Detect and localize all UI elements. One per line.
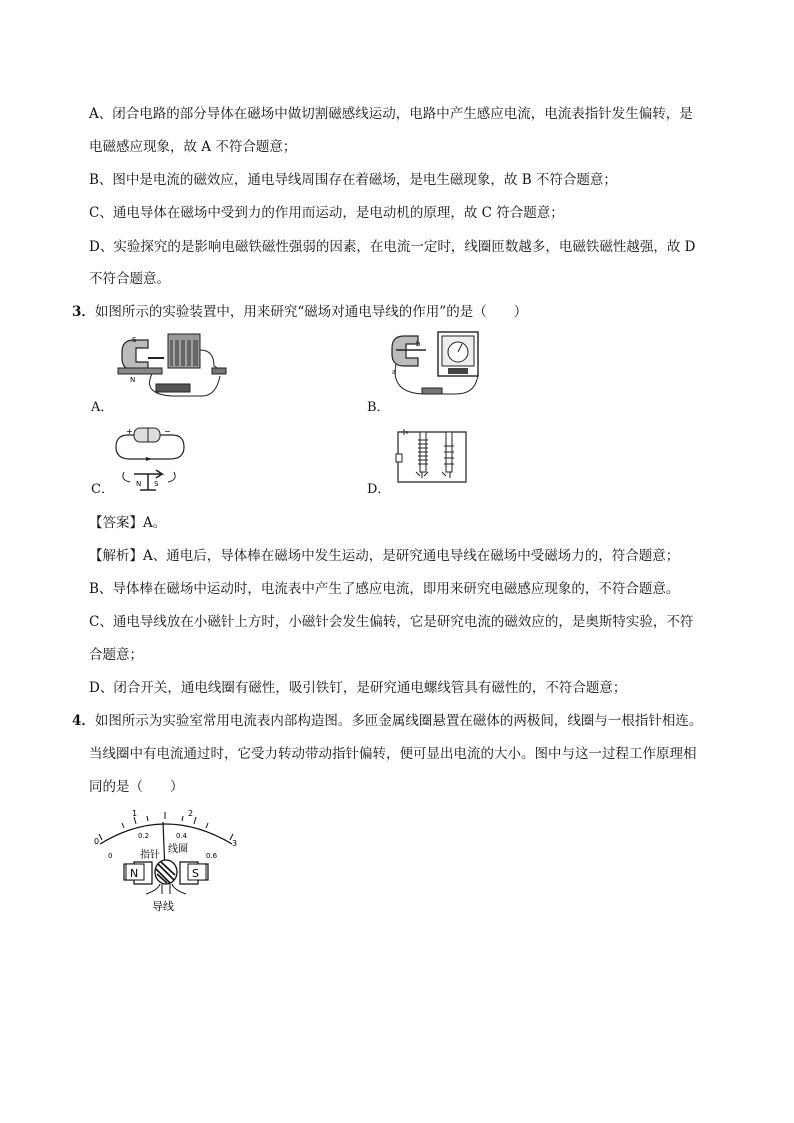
ammeter-structure-figure: [90, 806, 240, 916]
apparatus-c-diagram: [112, 424, 188, 496]
figure-label-minus: −: [164, 427, 171, 436]
ammeter-diagram: [90, 806, 240, 916]
question-stem-line-1: 如图所示为实验室常用电流表内部构造图。多匝金属线圈悬置在磁体的两极间，线圈与一根指针相连。: [94, 713, 703, 729]
figure-label-s: S: [132, 336, 137, 344]
analysis-q3-b: B、导体棒在磁场中运动时，电流表中产生了感应电流，即用来研究电磁感应现象的，不符合题意。: [89, 581, 680, 597]
scale-outer-1: 1: [132, 809, 138, 818]
analysis-line-c: C、通电导体在磁场中受到力的作用而运动，是电动机的原理，故 C 符合题意；: [89, 205, 564, 221]
answer-line: 【答案】A。: [89, 515, 167, 531]
analysis-line-b: B、图中是电流的磁效应，通电导线周围存在着磁场，是电生磁现象，故 B 不符合题意；: [89, 172, 617, 188]
analysis-line-a2: 电磁感应现象，故 A 不符合题意；: [89, 139, 297, 155]
question-stem-line-3: 同的是（ ）: [89, 779, 184, 795]
figure-label-a: a: [392, 368, 397, 376]
apparatus-d-diagram: [394, 426, 474, 484]
option-b-label[interactable]: B．: [367, 400, 390, 415]
analysis-q3-c2: 合题意；: [89, 647, 143, 663]
analysis-line-d1: D、实验探究的是影响电磁铁磁性强弱的因素，在电流一定时，线圈匝数越多，电磁铁磁性越强，故 D: [89, 239, 696, 255]
figure-label-b: b: [416, 340, 421, 348]
option-a-label[interactable]: A．: [91, 400, 114, 415]
analysis-q3-a: 【解析】A、通电后，导体棒在磁场中发生运动，是研究通电导线在磁场中受磁场力的，符合题意；: [89, 548, 680, 564]
coil-label: 线圈: [168, 844, 188, 855]
question-number: 3．: [72, 304, 95, 320]
figure-label-n2: N: [136, 480, 142, 488]
wire-label: 导线: [152, 900, 174, 913]
option-c-label[interactable]: C．: [91, 482, 114, 497]
option-b-figure[interactable]: [386, 330, 496, 402]
magnet-n-pole: N: [130, 867, 139, 880]
question-3: [72, 302, 527, 322]
question-stem: 如图所示的实验装置中，用来研究“磁场对通电导线的作用”的是（ ）: [94, 304, 528, 320]
analysis-line-a1: A、闭合电路的部分导体在磁场中做切割磁感线运动，电路中产生感应电流，电流表指针发生偏转，是: [89, 106, 693, 122]
scale-inner-3: 0.6: [206, 852, 218, 860]
question-4: [72, 711, 702, 731]
figure-label-s2: S: [154, 480, 159, 488]
scale-outer-3: 3: [232, 839, 238, 848]
scale-inner-1: 0.2: [138, 832, 150, 840]
question-number: 4．: [72, 713, 95, 729]
pointer-label: 指针: [140, 850, 160, 861]
scale-outer-0: 0: [94, 837, 100, 846]
figure-label-plus: +: [126, 427, 133, 436]
apparatus-a-diagram: [112, 330, 237, 400]
option-a-figure[interactable]: [112, 330, 237, 400]
magnet-s-pole: S: [192, 867, 199, 880]
scale-inner-2: 0.4: [176, 832, 188, 840]
analysis-q3-c1: C、通电导线放在小磁针上方时，小磁针会发生偏转，它是研究电流的磁效应的，是奥斯特实验，不符: [89, 614, 694, 630]
scale-outer-2: 2: [188, 809, 194, 818]
scale-inner-0: 0: [108, 852, 113, 860]
figure-label-n: N: [130, 376, 136, 384]
analysis-q3-d: D、闭合开关，通电线圈有磁性，吸引铁钉，是研究通电螺线管具有磁性的，不符合题意；: [89, 680, 627, 696]
option-d-label[interactable]: D．: [367, 482, 391, 497]
question-stem-line-2: 当线圈中有电流通过时，它受力转动带动指针偏转，便可显出电流的大小。图中与这一过程工作原理相: [89, 746, 697, 762]
option-c-figure[interactable]: [112, 424, 188, 496]
option-d-figure[interactable]: [394, 426, 474, 484]
apparatus-b-diagram: [386, 330, 496, 402]
analysis-line-d2: 不符合题意。: [89, 271, 170, 287]
